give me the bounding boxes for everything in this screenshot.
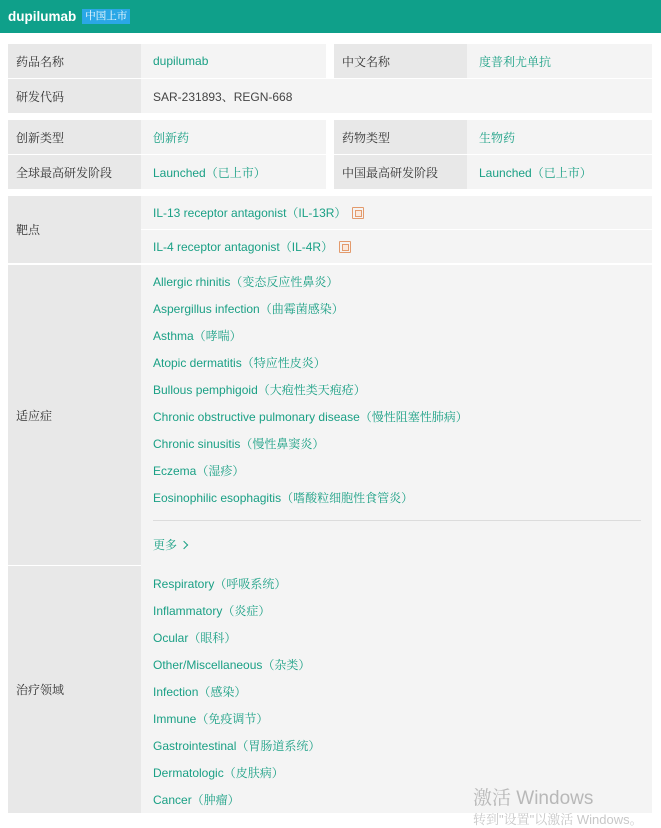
therapy-label: 治疗领域 [8,566,141,813]
windows-watermark: 激活 Windows [473,788,594,809]
therapy-item[interactable]: Immune（免疫调节） [153,712,269,726]
windows-watermark-sub: 转到"设置"以激活 Windows。 [473,812,643,827]
indication-item[interactable]: Eczema（湿疹） [153,464,245,478]
drug-name-label: 药品名称 [8,44,141,78]
target-item-label[interactable]: IL-13 receptor antagonist（IL-13R） [153,206,347,220]
indication-item[interactable]: Eosinophilic esophagitis（嗜酸粒细胞性食管炎） [153,491,414,505]
drug-name-value[interactable]: dupilumab [141,44,326,78]
external-link-icon[interactable] [352,207,364,219]
external-link-icon[interactable] [339,241,351,253]
innovation-label: 创新类型 [8,120,141,154]
therapy-item[interactable]: Dermatologic（皮肤病） [153,766,284,780]
drug-header [0,0,661,33]
status-badge: 中国上市 [82,9,130,24]
target-item-label[interactable]: IL-4 receptor antagonist（IL-4R） [153,240,334,254]
indication-item[interactable]: Asthma（哮喘） [153,329,242,343]
innovation-value[interactable]: 创新药 [141,120,326,154]
more-button[interactable] [153,536,187,553]
cn-name-label: 中文名称 [334,44,467,78]
therapy-item[interactable]: Cancer（肿瘤） [153,793,240,807]
therapy-item[interactable]: Infection（感染） [153,685,247,699]
drug-title: dupilumab [8,9,77,24]
indication-item[interactable]: Chronic obstructive pulmonary disease（慢性阻塞性肺病） [153,410,468,424]
global-phase-value[interactable]: Launched（已上市） [141,155,326,189]
drug-type-label: 药物类型 [334,120,467,154]
therapy-item[interactable]: Respiratory（呼吸系统） [153,577,287,591]
cn-name-value[interactable]: 度普利尤单抗 [467,44,652,78]
china-phase-value[interactable]: Launched（已上市） [467,155,652,189]
indication-item[interactable]: Allergic rhinitis（变态反应性鼻炎） [153,275,339,289]
therapy-item[interactable]: Other/Miscellaneous（杂类） [153,658,311,672]
target-item[interactable] [141,196,652,229]
china-phase-label: 中国最高研发阶段 [334,155,467,189]
lists-panel [141,265,652,813]
indication-item[interactable]: Bullous pemphigoid（大疱性类天疱疮） [153,383,366,397]
chevron-right-icon[interactable] [180,540,188,548]
therapy-item[interactable]: Gastrointestinal（胃肠道系统） [153,739,321,753]
drug-type-value[interactable]: 生物药 [467,120,652,154]
targets-label: 靶点 [8,196,141,263]
indication-item[interactable]: Atopic dermatitis（特应性皮炎） [153,356,326,370]
indications-label: 适应症 [8,265,141,565]
therapy-item[interactable]: Inflammatory（炎症） [153,604,271,618]
code-value: SAR-231893、REGN-668 [141,79,652,113]
therapy-item[interactable]: Ocular（眼科） [153,631,237,645]
code-label: 研发代码 [8,79,141,113]
target-item[interactable] [141,230,652,263]
more-label[interactable]: 更多 [153,538,178,552]
indication-item[interactable]: Chronic sinusitis（慢性鼻窦炎） [153,437,325,451]
divider [153,520,641,521]
indication-item[interactable]: Aspergillus infection（曲霉菌感染） [153,302,344,316]
global-phase-label: 全球最高研发阶段 [8,155,141,189]
